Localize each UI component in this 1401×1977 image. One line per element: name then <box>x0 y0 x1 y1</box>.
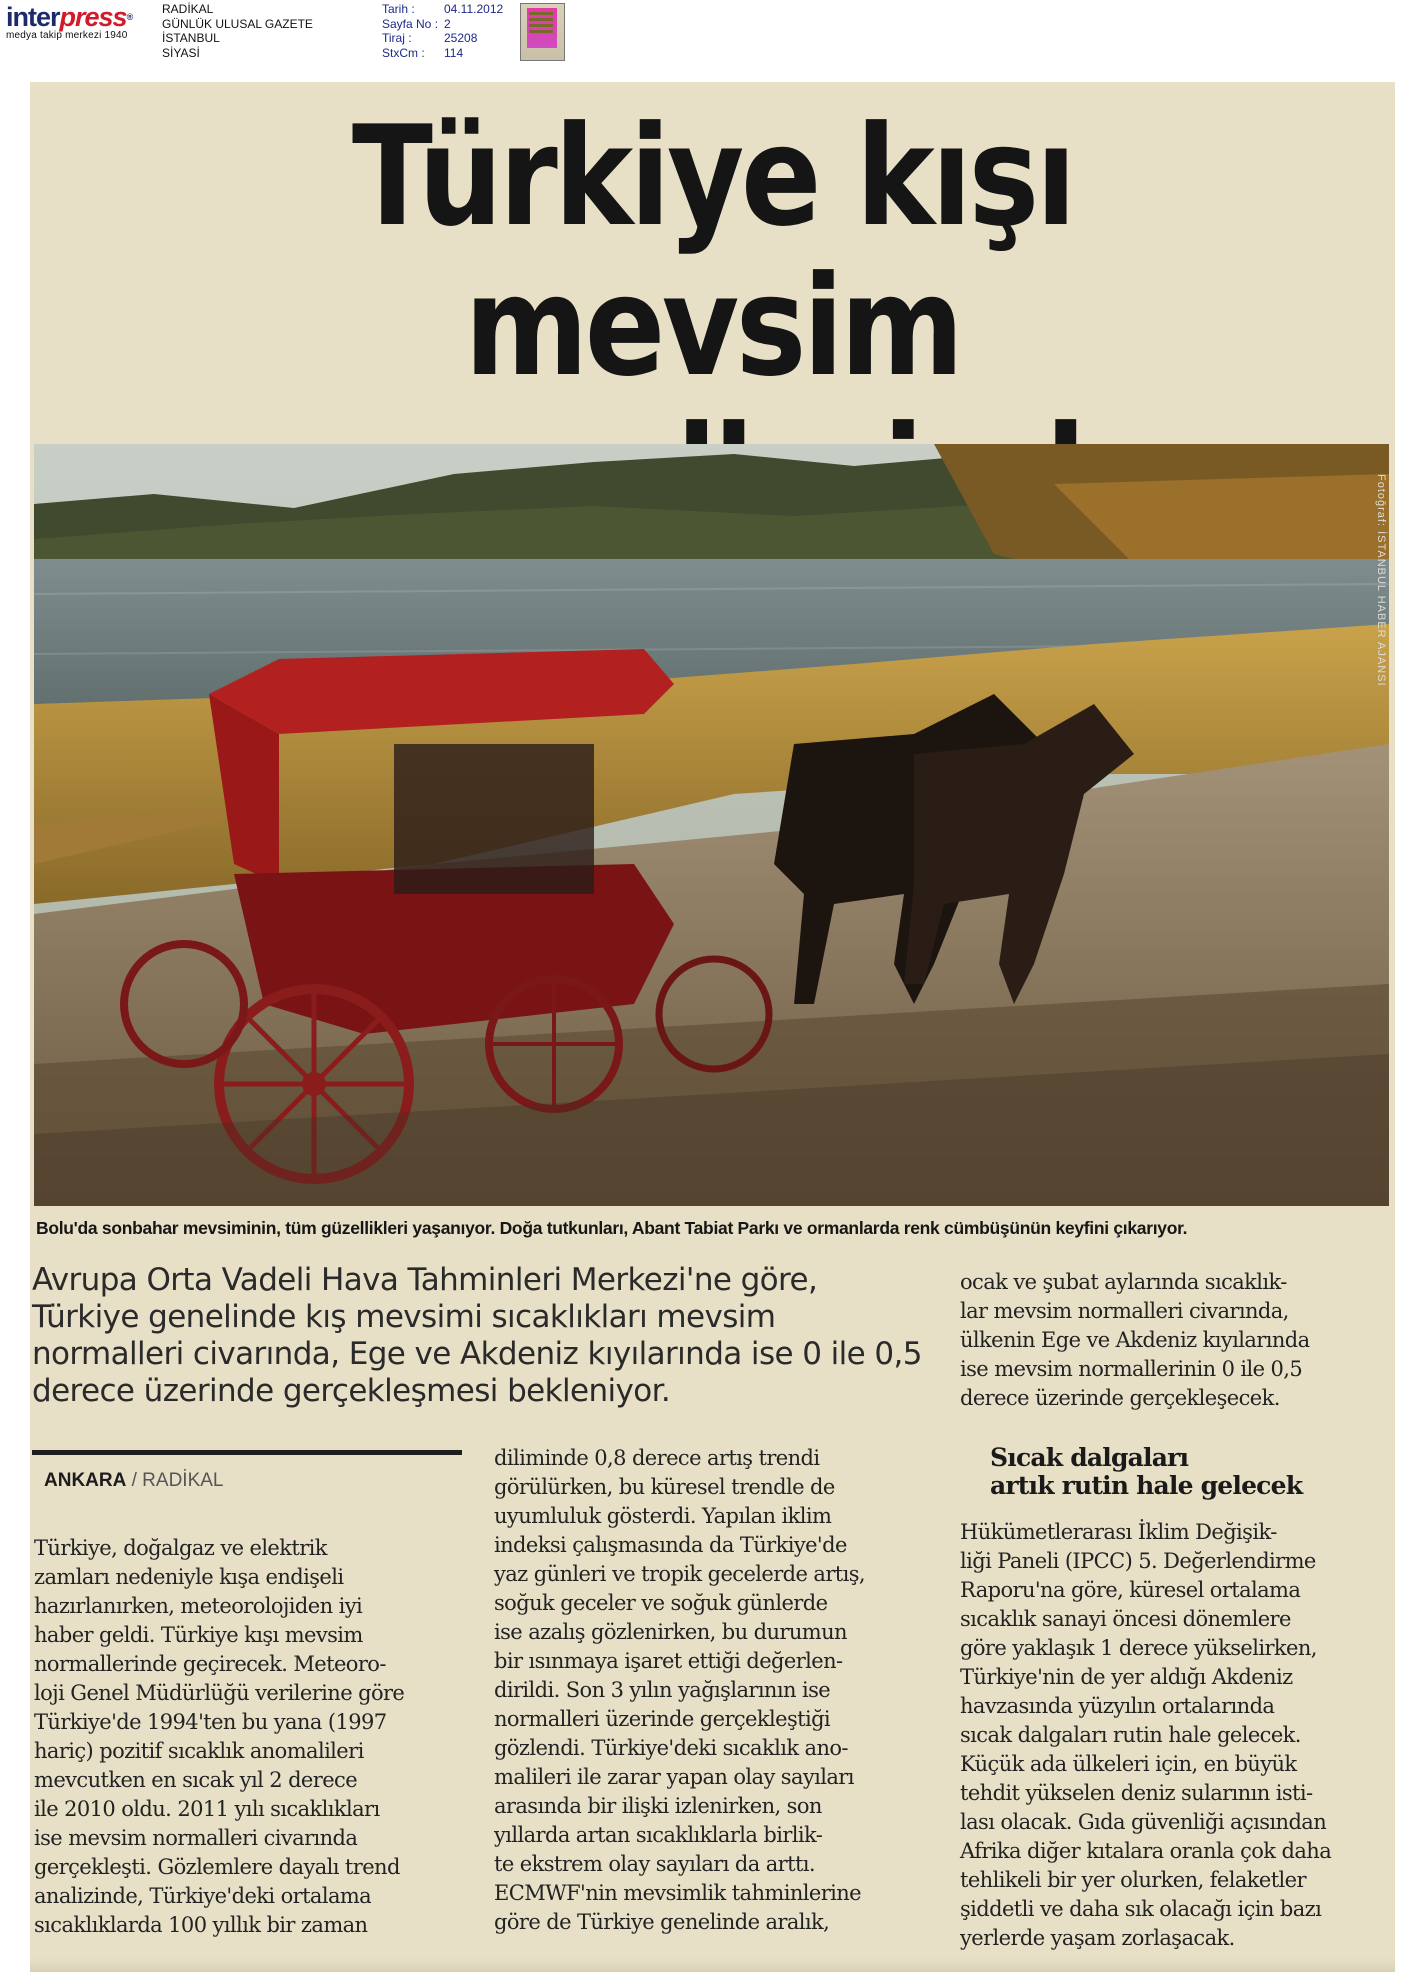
column-2-text: diliminde 0,8 derece artış trendi görülürken, bu küresel trendle de uyumluluk gösterdi. Yapılan iklim indeksi çalışmasında da Türkiye'de yaz günleri ve tropik gecelerde artış, soğuk geceler ve soğuk günlerde ise azalış gözlenirken, bu durumun bir ısınmaya işaret ettiği değerlen- dirildi. Son 3 yılın yağışlarının ise normalleri üzerinde gerçekleştiği gözlendi. Türkiye'deki sıcaklık ano- malileri ile zarar yapan olay sayıları arasında bir ilişki izlenirken, son yıllarda artan sıcaklıklarla birlik- te ekstrem olay sayıları da arttı. ECMWF'nin mevsimlik tahminlerine göre de Türkiye genelinde aralık, <box>494 1446 865 1934</box>
body-column-3 <box>960 1518 1380 1953</box>
article-photo <box>34 444 1389 1206</box>
meta-row-circulation <box>382 31 503 46</box>
column-3-text: Hükümetlerarası İklim Değişik- liği Paneli (IPCC) 5. Değerlendirme Raporu'na göre, küresel ortalama sıcaklık sanayi öncesi dönemlere göre yaklaşık 1 derece yükselirken, Türkiye'nin de yer aldığı Akdeniz havzasında yüzyılın ortalarında sıcak dalgaları rutin hale gelecek. Küçük ada ülkeleri için, en büyük tehdit yükselen deniz sularının isti- lası olacak. Gıda güvenliği açısından Afrika diğer kıtalara oranla çok daha tehlikeli bir yer olurken, felaketler şiddetli ve daha sık olacağı için bazı yerlerde yaşam zorlaşacak. <box>960 1520 1332 1950</box>
meta-label: Tiraj : <box>382 31 412 45</box>
meta-label: Tarih : <box>382 2 415 16</box>
lede-continued <box>960 1268 1380 1413</box>
logo-part-inter: inter <box>6 2 60 32</box>
body-column-2 <box>494 1444 924 1937</box>
publication-city: İSTANBUL <box>162 31 220 45</box>
publication-name: RADİKAL <box>162 2 214 16</box>
byline-city: ANKARA <box>44 1470 127 1491</box>
interpress-logo <box>6 2 156 41</box>
logo-registered-mark: ® <box>126 12 133 22</box>
subhead-line-2: artık rutin hale gelecek <box>990 1471 1303 1500</box>
headline-line-1: Türkiye kışı mevsim <box>351 96 1074 407</box>
publication-type: GÜNLÜK ULUSAL GAZETE <box>162 16 313 31</box>
byline-source: RADİKAL <box>142 1470 224 1491</box>
byline-rule <box>32 1450 462 1455</box>
byline <box>44 1470 223 1492</box>
lede-continued-text: ocak ve şubat aylarında sıcaklık- lar mevsim normalleri civarında, ülkenin Ege ve Akdeniz kıyılarında ise mevsim normallerinin 0 ile 0,5 derece üzerinde gerçekleşecek. <box>960 1270 1310 1410</box>
logo-part-press: press <box>59 2 127 32</box>
page-thumbnail[interactable] <box>520 3 565 61</box>
article-lede: Avrupa Orta Vadeli Hava Tahminleri Merkezi'ne göre, Türkiye genelinde kış mevsimi sıcaklıkları mevsim normalleri civarında, Ege ve Akdeniz kıyılarında ise 0 ile 0,5 derece üzerinde gerçekleşmesi bekleniyor. <box>32 1262 922 1409</box>
paper-edge <box>30 1958 1395 1972</box>
body-column-1 <box>34 1534 464 1940</box>
meta-value: 25208 <box>444 31 478 45</box>
section-subhead <box>990 1444 1370 1500</box>
logo-tagline: medya takip merkezi 1940 <box>6 30 128 41</box>
publication-section: SİYASİ <box>162 45 200 60</box>
meta-value: 2 <box>444 16 451 31</box>
column-1-text: Türkiye, doğalgaz ve elektrik zamları nedeniyle kışa endişeli hazırlanırken, meteorolojiden iyi haber geldi. Türkiye kışı mevsim normallerinde geçirecek. Meteoro- loji Genel Müdürlüğü verilerine göre Türkiye'de 1994'ten bu yana (1997 hariç) pozitif sıcaklık anomalileri mevcutken en sıcak yıl 2 derece ile 2010 oldu. 2011 yılı sıcaklıkları ise mevsim normalleri civarında gerçekleşti. Gözlemlere dayalı trend analizinde, Türkiye'deki ortalama sıcaklıklarda 100 yıllık bir zaman <box>34 1536 405 1937</box>
meta-label: Sayfa No : <box>382 16 439 31</box>
subhead-line-1: Sıcak dalgaları <box>990 1443 1189 1472</box>
lake-carriage-illustration <box>34 444 1389 1206</box>
meta-value: 04.11.2012 <box>444 2 504 16</box>
photo-caption: Bolu'da sonbahar mevsiminin, tüm güzellikleri yaşanıyor. Doğa tutkunları, Abant Tabiat Parkı ve ormanlarda renk cümbüşünün keyfini çıkarıyor. <box>36 1218 1188 1238</box>
publication-info <box>162 2 313 60</box>
meta-row-date <box>382 2 503 17</box>
meta-label: StxCm : <box>382 45 425 60</box>
photo-credit: Fotoğraf: İSTANBUL HABER AJANSI <box>1375 474 1387 687</box>
meta-row-stxcm <box>382 46 503 61</box>
clipping-meta <box>382 2 503 60</box>
meta-row-page <box>382 17 503 32</box>
clipping-header <box>0 0 1401 70</box>
newspaper-clipping <box>30 82 1395 1972</box>
byline-separator: / <box>126 1470 143 1491</box>
meta-value: 114 <box>444 45 464 60</box>
thumbnail-lines <box>529 12 553 15</box>
